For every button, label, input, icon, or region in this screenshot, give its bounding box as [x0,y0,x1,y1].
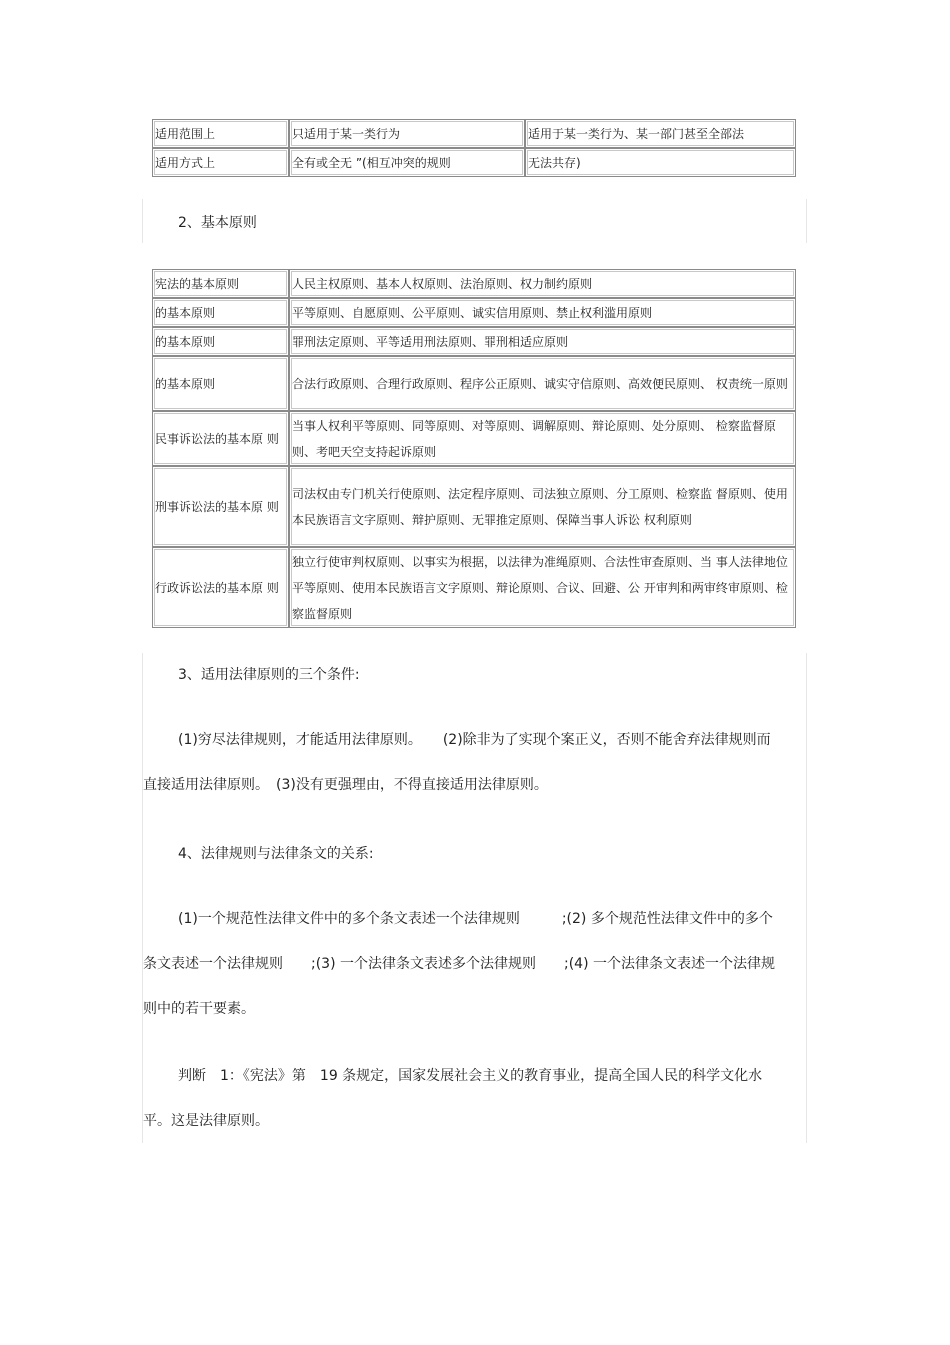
row-label: 行政诉讼法的基本原 则 [152,547,289,628]
table-row [152,298,796,327]
table-cell: 无法共存) [525,148,796,177]
row-content: 平等原则、自愿原则、公平原则、诚实信用原则、禁止权利滥用原则 [289,298,796,327]
section-heading: 2、基本原则 [178,215,257,231]
paragraph: (1)穷尽法律规则，才能适用法律原则。 (2)除非为了实现个案正义，否则不能舍弃法律规则而直接适用法律原则。 (3)没有更强理由，不得直接适用法律原则。 [143,732,771,793]
table-row [152,119,796,148]
frame-line [806,199,807,243]
comparison-table [152,119,796,177]
row-label: 刑事诉讼法的基本原 则 [152,466,289,547]
row-label: 民事诉讼法的基本原 则 [152,411,289,466]
table-cell: 适用方式上 [152,148,289,177]
table-row [152,327,796,356]
row-label: 的基本原则 [152,356,289,411]
frame-line [142,199,143,243]
row-content: 人民主权原则、基本人权原则、法治原则、权力制约原则 [289,269,796,298]
row-label: 的基本原则 [152,298,289,327]
row-label: 的基本原则 [152,327,289,356]
table-row [152,547,796,628]
table-row [152,269,796,298]
table-cell: 只适用于某一类行为 [289,119,525,148]
section-heading: 3、适用法律原则的三个条件: [178,667,360,683]
table-cell: 适用范围上 [152,119,289,148]
table-row [152,466,796,547]
table-cell: 全有或全无 ”(相互冲突的规则 [289,148,525,177]
row-content: 司法权由专门机关行使原则、法定程序原则、司法独立原则、分工原则、检察监 督原则、使用本民族语言文字原则、辩护原则、无罪推定原则、保障当事人诉讼 权利原则 [289,466,796,547]
principles-table [152,269,796,628]
paragraph: (1)一个规范性法律文件中的多个条文表述一个法律规则 ;(2) 多个规范性法律文件中的多个条文表述一个法律规则 ;(3) 一个法律条文表述多个法律规则 ;(4) 一个法律条文表述一个法律规则中的若干要素。 [143,911,775,1017]
table-cell: 适用于某一类行为、某一部门甚至全部法 [525,119,796,148]
row-content: 罪刑法定原则、平等适用刑法原则、罪刑相适应原则 [289,327,796,356]
row-label: 宪法的基本原则 [152,269,289,298]
frame-line [806,653,807,1143]
table-row [152,356,796,411]
section-heading: 4、法律规则与法律条文的关系: [178,846,374,862]
table-row [152,411,796,466]
row-content: 当事人权利平等原则、同等原则、对等原则、调解原则、辩论原则、处分原则、 检察监督原则、考吧天空支持起诉原则 [289,411,796,466]
paragraph: 判断 1：《宪法》第 19 条规定，国家发展社会主义的教育事业，提高全国人民的科学文化水平。这是法律原则。 [143,1068,763,1129]
table-row [152,148,796,177]
row-content: 合法行政原则、合理行政原则、程序公正原则、诚实守信原则、高效便民原则、 权责统一原则 [289,356,796,411]
row-content: 独立行使审判权原则、以事实为根据，以法律为准绳原则、合法性审查原则、当 事人法律地位平等原则、使用本民族语言文字原则、辩论原则、合议、回避、公 开审判和两审终审原则、检察监督原则 [289,547,796,628]
